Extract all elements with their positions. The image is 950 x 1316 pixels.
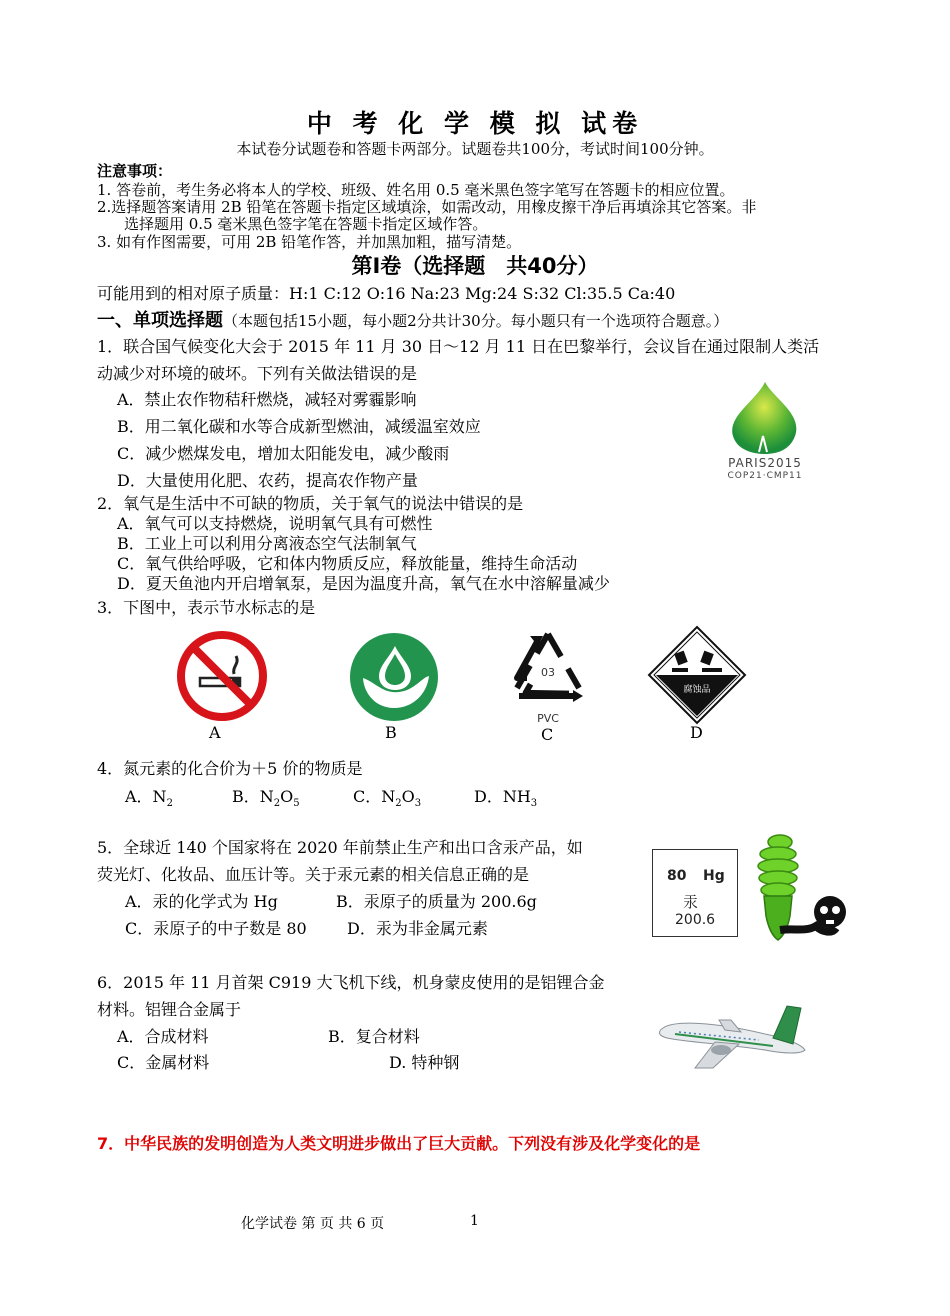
notice-heading: 注意事项： — [97, 162, 173, 180]
recycle-text: PVC — [537, 712, 559, 725]
q4-b-text: B．N — [232, 787, 274, 806]
q4-stem: 4．氮元素的化合价为＋5 价的物质是 — [97, 759, 363, 778]
section-heading: 第Ⅰ卷（选择题 共40分） — [351, 254, 599, 278]
q4-a-sub: 2 — [166, 798, 173, 810]
page-number: 1 — [470, 1213, 479, 1229]
part1-header — [97, 306, 728, 332]
q4-d-sub: 3 — [530, 798, 538, 810]
q4-c-text: C．N — [353, 787, 396, 806]
q4-d-text: D．NH — [474, 787, 531, 806]
corrosive-icon — [646, 624, 748, 726]
q1-option-a: A．禁止农作物秸秆燃烧，减轻对雾霾影响 — [117, 390, 417, 409]
q4-option-d — [474, 784, 537, 809]
q4-b-mid: O — [280, 787, 294, 806]
mercury-element-card — [652, 849, 738, 937]
exam-subtitle: 本试卷分试题卷和答题卡两部分。试题卷共100分，考试时间100分钟。 — [236, 140, 714, 158]
part1-heading: 一、单项选择题 — [97, 310, 223, 331]
q6-option-c: C．金属材料 — [117, 1053, 210, 1072]
notice-item-2: 2.选择题答案请用 2B 铅笔在答题卡指定区域填涂，如需改动，用橡皮擦干净后再填涂其它答案。非 — [97, 198, 757, 216]
q1-option-d: D．大量使用化肥、农药，提高农作物产量 — [117, 471, 418, 490]
q3-label-a: A — [209, 723, 221, 742]
q3-label-d: D — [690, 723, 703, 742]
q6-option-b: B．复合材料 — [328, 1027, 420, 1046]
mercury-bulb-image — [750, 832, 854, 944]
q2-stem: 2．氧气是生活中不可缺的物质，关于氧气的说法中错误的是 — [97, 494, 524, 513]
footer-text: 化学试卷 第 页 共 6 页 — [241, 1216, 385, 1232]
q1-line2: 动减少对环境的破坏。下列有关做法错误的是 — [97, 364, 418, 383]
q6-line2: 材料。铝锂合金属于 — [97, 1000, 242, 1019]
card-number: 80 — [667, 868, 687, 884]
q5-line2: 荧光灯、化妆品、血压计等。关于汞元素的相关信息正确的是 — [97, 865, 530, 884]
q3-stem: 3．下图中，表示节水标志的是 — [97, 598, 316, 617]
no-smoking-sign — [176, 630, 268, 722]
q2-option-c: C．氧气供给呼吸，它和体内物质反应，释放能量，维持生命活动 — [117, 554, 578, 573]
notice-item-2-cont: 选择题用 0.5 毫米黑色签字笔在答题卡指定区域作答。 — [124, 215, 488, 233]
paris2015-logo — [715, 378, 815, 482]
notice-item-3: 3. 如有作图需要，可用 2B 铅笔作答，并加黑加粗，描写清楚。 — [97, 233, 522, 251]
q5-option-a: A．汞的化学式为 Hg — [125, 892, 278, 911]
page-title: 中 考 化 学 模 拟 试卷 — [306, 109, 644, 138]
part1-note: （本题包括15小题，每小题2分共计30分。每小题只有一个选项符合题意。） — [223, 312, 729, 330]
airplane-icon — [655, 998, 817, 1070]
no-smoking-icon — [176, 630, 268, 722]
q4-b-sub1: 2 — [273, 798, 281, 810]
q7-stem: 7．中华民族的发明创造为人类文明进步做出了巨大贡献。下列没有涉及化学变化的是 — [97, 1134, 701, 1153]
logo-text-2: COP21·CMP11 — [727, 471, 803, 481]
q5-option-d: D．汞为非金属元素 — [347, 919, 488, 938]
q4-b-sub2: 5 — [293, 798, 300, 810]
q6-line1: 6．2015 年 11 月首架 C919 大飞机下线，机身蒙皮使用的是铝锂合金 — [97, 973, 605, 992]
q5-line1: 5．全球近 140 个国家将在 2020 年前禁止生产和出口含汞产品，如 — [97, 838, 583, 857]
q4-c-sub1: 2 — [395, 798, 402, 810]
q2-option-b: B．工业上可以利用分离液态空气法制氧气 — [117, 534, 417, 553]
card-symbol: Hg — [703, 868, 725, 884]
q2-option-d: D．夏天鱼池内开启增氧泵，是因为温度升高，氧气在水中溶解量减少 — [117, 574, 610, 593]
atomic-masses: 可能用到的相对原子质量：H:1 C:12 O:16 Na:23 Mg:24 S:32 Cl:35.5 Ca:40 — [97, 284, 676, 303]
card-name: 汞 — [683, 893, 699, 911]
q6-option-d: D. 特种钢 — [389, 1053, 460, 1072]
q1-option-c: C．减少燃煤发电，增加太阳能发电，减少酸雨 — [117, 444, 450, 463]
q3-label-b: B — [385, 723, 397, 742]
q4-option-a — [125, 784, 173, 809]
c919-airplane-image — [655, 998, 817, 1070]
corrosive-text: 腐蚀品 — [683, 685, 711, 695]
q4-c-mid: O — [401, 787, 415, 806]
water-drop-icon — [349, 632, 439, 722]
recycle-number: 03 — [541, 666, 555, 679]
q1-line1: 1．联合国气候变化大会于 2015 年 11 月 30 日～12 月 11 日在巴黎举行，会议旨在通过限制人类活 — [97, 337, 820, 356]
logo-text-1: PARIS2015 — [728, 456, 802, 470]
q4-c-sub2: 3 — [414, 798, 422, 810]
q5-option-c: C．汞原子的中子数是 80 — [125, 919, 307, 938]
recycle-pvc-sign — [505, 630, 591, 726]
card-mass: 200.6 — [675, 912, 716, 928]
q4-a-text: A．N — [125, 787, 167, 806]
q5-option-b: B．汞原子的质量为 200.6g — [336, 892, 537, 911]
bulb-icon — [750, 832, 854, 944]
water-saving-sign — [349, 632, 439, 722]
q4-option-b — [232, 784, 300, 809]
q3-label-c: C — [541, 725, 554, 744]
corrosive-sign — [646, 624, 748, 726]
q6-option-a: A．合成材料 — [117, 1027, 209, 1046]
notice-item-1: 1. 答卷前，考生务必将本人的学校、班级、姓名用 0.5 毫米黑色签字笔写在答题卡的相应位置。 — [97, 181, 735, 199]
q4-option-c — [353, 784, 421, 809]
q1-option-b: B．用二氧化碳和水等合成新型燃油，减缓温室效应 — [117, 417, 481, 436]
q2-option-a: A．氧气可以支持燃烧，说明氧气具有可燃性 — [117, 514, 433, 533]
